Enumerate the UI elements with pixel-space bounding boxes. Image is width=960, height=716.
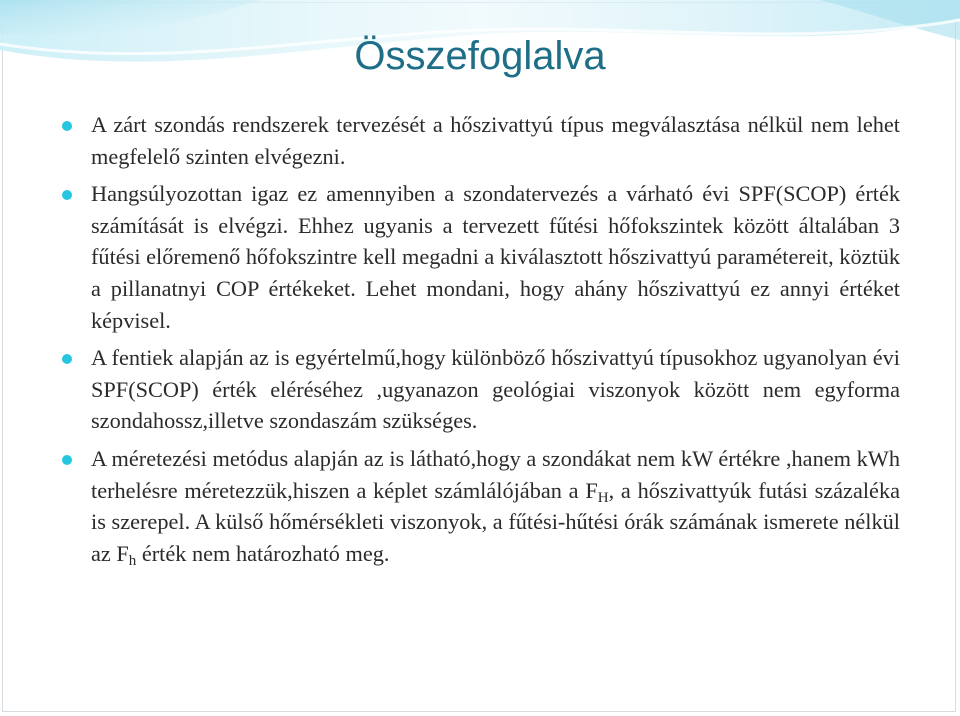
bullet-dot-icon [62,190,72,200]
bullet-text-part: , a hőszivattyúk futási százaléka is szerepel. A külső hőmérsékleti viszonyok, a fűtési-hűtési órák számának ismerete nélkül az F [91,477,900,566]
bullet-dot-icon [62,121,72,131]
bullet-text: Hangsúlyozottan igaz ez amennyiben a szondatervezés a várható évi SPF(SCOP) érték számítását is elvégzi. Ehhez ugyanis a tervezett fűtési hőfokszintek között általában 3 fűtési előremenő hőfokszintre kell megadni a kiválasztott hőszivattyú paramétereit, köztük a pillanatnyi COP értékeket. Lehet mondani, hogy ahány hőszivattyú ez annyi értéket képvisel. [91,181,900,333]
bullet-text: A fentiek alapján az is egyértelmű,hogy különböző hőszivattyú típusokhoz ugyanolyan évi SPF(SCOP) érték eléréséhez ,ugyanazon geológiai viszonyok között nem egyforma szondahossz,illetve szondaszám szükséges. [91,345,900,434]
bullet-item [58,443,900,569]
bullet-text-part: érték nem határozható meg. [136,540,390,566]
bullet-text [91,443,900,569]
subscript: h [128,552,137,569]
bullet-dot-icon [62,455,72,465]
subscript: H [597,489,609,506]
bullet-list [58,109,900,575]
bullet-item [58,342,900,437]
bullet-text: A zárt szondás rendszerek tervezését a hőszivattyú típus megválasztása nélkül nem lehet megfelelő szinten elvégezni. [91,112,900,169]
bullet-item [58,109,900,172]
bullet-text-part: A méretezési metódus alapján az is látható,hogy a szondákat nem kW értékre ,hanem kWh terhelésre méretezzük,hiszen a képlet számlálójában a F [91,445,900,503]
bullet-item [58,178,900,336]
bullet-dot-icon [62,354,72,364]
slide-title: Összefoglalva [354,34,606,78]
